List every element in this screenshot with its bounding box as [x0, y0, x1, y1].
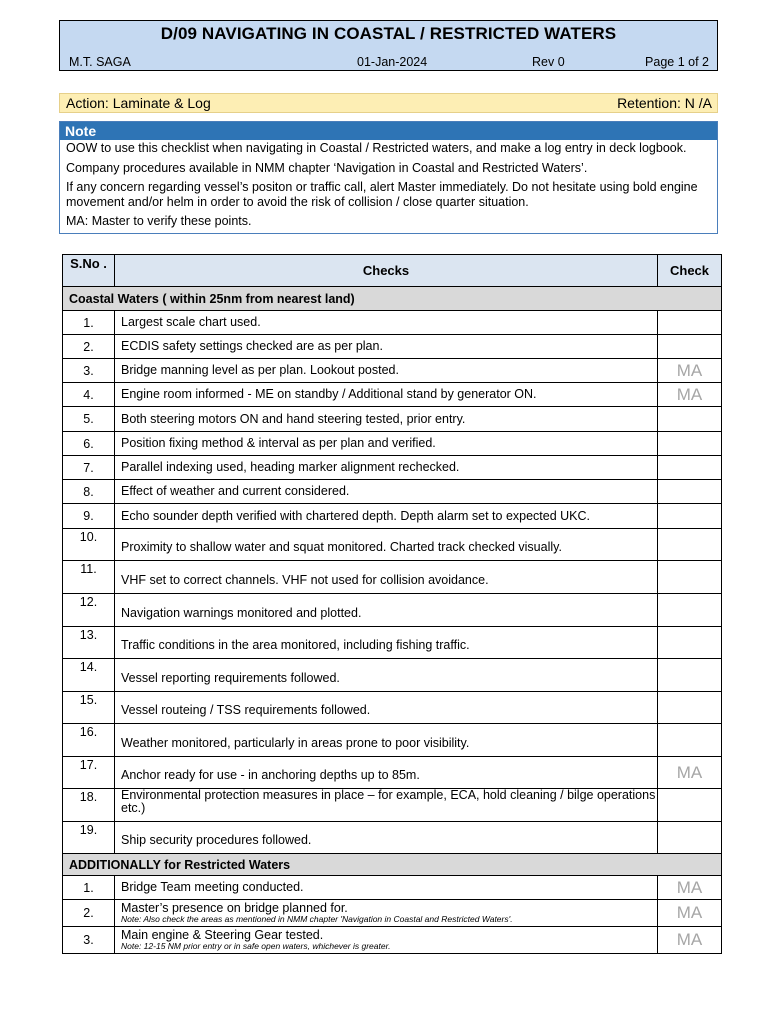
row-number: 8. [63, 480, 115, 504]
master-verify-mark: MA [676, 903, 703, 922]
row-description-cell [115, 789, 658, 822]
check-box[interactable] [658, 822, 722, 854]
row-description: Vessel routeing / TSS requirements followed. [121, 703, 371, 717]
checklist-row [63, 900, 722, 927]
row-description-cell [115, 432, 658, 456]
row-number: 19. [63, 822, 115, 854]
row-number: 2. [63, 335, 115, 359]
check-box[interactable] [658, 561, 722, 594]
row-description: Main engine & Steering Gear tested. [121, 928, 324, 942]
row-number: 1. [63, 311, 115, 335]
checklist-row [63, 822, 722, 854]
action-bar [59, 93, 718, 113]
row-description: Vessel reporting requirements followed. [121, 671, 340, 685]
checklist-row [63, 876, 722, 900]
row-number: 6. [63, 432, 115, 456]
revision-label: Rev 0 [532, 55, 565, 69]
checklist-row [63, 480, 722, 504]
row-number: 4. [63, 383, 115, 407]
check-box[interactable] [658, 383, 722, 407]
row-description: Engine room informed - ME on standby / Additional stand by generator ON. [121, 387, 537, 401]
page-number: Page 1 of 2 [645, 55, 709, 69]
checklist-row [63, 504, 722, 529]
checklist-row [63, 594, 722, 627]
vessel-name: M.T. SAGA [69, 55, 131, 69]
note-line: If any concern regarding vessel’s positon or traffic call, alert Master immediately. Do not hesitate using bold engine movement and/or helm in order to avoid the risk of collision / close quarter situation. [66, 180, 698, 209]
row-number: 15. [63, 692, 115, 724]
checklist-row [63, 724, 722, 757]
row-description: Bridge manning level as per plan. Lookout posted. [121, 363, 399, 377]
check-box[interactable] [658, 407, 722, 432]
check-box[interactable] [658, 359, 722, 383]
row-number: 16. [63, 724, 115, 757]
checklist-row [63, 927, 722, 954]
row-description-cell [115, 659, 658, 692]
checklist-row [63, 692, 722, 724]
row-description-cell [115, 311, 658, 335]
row-description: Ship security procedures followed. [121, 833, 312, 847]
check-box[interactable] [658, 757, 722, 789]
checklist-row [63, 627, 722, 659]
row-description: Anchor ready for use - in anchoring depths up to 85m. [121, 768, 420, 782]
row-number: 12. [63, 594, 115, 627]
note-box [59, 121, 718, 234]
note-heading: Note [60, 122, 717, 140]
row-description-cell [115, 480, 658, 504]
checklist-row [63, 383, 722, 407]
check-box[interactable] [658, 432, 722, 456]
check-box[interactable] [658, 900, 722, 927]
row-description-cell [115, 757, 658, 789]
row-description-cell [115, 876, 658, 900]
check-box[interactable] [658, 335, 722, 359]
checklist-row [63, 561, 722, 594]
row-description-cell [115, 359, 658, 383]
row-number: 14. [63, 659, 115, 692]
column-header-sno: S.No . [63, 255, 115, 287]
row-description-cell [115, 561, 658, 594]
row-description: Effect of weather and current considered. [121, 484, 350, 498]
checklist-row [63, 335, 722, 359]
row-description: Largest scale chart used. [121, 315, 261, 329]
section-title-coastal: Coastal Waters ( within 25nm from nearest land) [63, 287, 722, 311]
column-header-checks: Checks [115, 255, 658, 287]
check-box[interactable] [658, 456, 722, 480]
note-line: Company procedures available in NMM chapter ‘Navigation in Coastal and Restricted Waters’. [66, 160, 588, 175]
row-number: 10. [63, 529, 115, 561]
checklist-row [63, 359, 722, 383]
row-description: Echo sounder depth verified with chartered depth. Depth alarm set to expected UKC. [121, 508, 591, 523]
row-description: Navigation warnings monitored and plotted. [121, 606, 362, 620]
row-number: 5. [63, 407, 115, 432]
check-box[interactable] [658, 529, 722, 561]
row-description: Both steering motors ON and hand steering tested, prior entry. [121, 411, 466, 426]
row-number: 2. [63, 900, 115, 927]
row-number: 9. [63, 504, 115, 529]
checklist-row [63, 432, 722, 456]
row-description: Bridge Team meeting conducted. [121, 880, 304, 894]
row-description-cell [115, 456, 658, 480]
row-description-cell [115, 335, 658, 359]
row-description-cell [115, 724, 658, 757]
section-title-restricted: ADDITIONALLY for Restricted Waters [63, 854, 722, 876]
row-description: Master’s presence on bridge planned for. [121, 901, 348, 915]
check-box[interactable] [658, 659, 722, 692]
checklist-table [62, 254, 722, 954]
document-header [59, 20, 718, 71]
check-box[interactable] [658, 594, 722, 627]
check-box[interactable] [658, 692, 722, 724]
row-number: 7. [63, 456, 115, 480]
row-note: Note: 12-15 NM prior entry or in safe open waters, whichever is greater. [121, 941, 391, 951]
row-description-cell [115, 594, 658, 627]
row-description: Proximity to shallow water and squat monitored. Charted track checked visually. [121, 540, 562, 554]
check-box[interactable] [658, 789, 722, 822]
row-description: ECDIS safety settings checked are as per plan. [121, 339, 383, 353]
check-box[interactable] [658, 876, 722, 900]
note-line: MA: Master to verify these points. [66, 214, 252, 228]
check-box[interactable] [658, 927, 722, 954]
row-description-cell [115, 822, 658, 854]
checklist-row [63, 757, 722, 789]
check-box[interactable] [658, 504, 722, 529]
row-description: Environmental protection measures in place – for example, ECA, hold cleaning / bilge operations etc.) [121, 788, 656, 815]
row-number: 11. [63, 561, 115, 594]
row-description: Traffic conditions in the area monitored, including fishing traffic. [121, 638, 470, 652]
document-date: 01-Jan-2024 [357, 55, 428, 69]
row-number: 3. [63, 927, 115, 954]
note-line: OOW to use this checklist when navigating in Coastal / Restricted waters, and make a log entry in deck logbook. [66, 141, 687, 155]
row-description: Parallel indexing used, heading marker alignment rechecked. [121, 460, 460, 474]
document-title: D/09 NAVIGATING IN COASTAL / RESTRICTED WATERS [160, 24, 617, 43]
row-description-cell [115, 627, 658, 659]
check-box[interactable] [658, 311, 722, 335]
row-description-cell [115, 383, 658, 407]
row-number: 1. [63, 876, 115, 900]
checklist-row [63, 456, 722, 480]
row-description-cell [115, 927, 658, 954]
row-number: 13. [63, 627, 115, 659]
master-verify-mark: MA [676, 877, 703, 897]
checklist-row [63, 529, 722, 561]
row-description: Weather monitored, particularly in areas prone to poor visibility. [121, 736, 470, 750]
action-text: Action: Laminate & Log [66, 95, 211, 111]
check-box[interactable] [658, 627, 722, 659]
row-description: Position fixing method & interval as per plan and verified. [121, 436, 436, 450]
check-box[interactable] [658, 724, 722, 757]
row-description-cell [115, 692, 658, 724]
retention-text: Retention: N /A [617, 95, 712, 111]
row-description-cell [115, 900, 658, 927]
master-verify-mark: MA [676, 930, 703, 949]
row-description-cell [115, 529, 658, 561]
column-header-check: Check [658, 255, 722, 287]
master-verify-mark: MA [676, 384, 703, 404]
checklist-row [63, 311, 722, 335]
row-number: 3. [63, 359, 115, 383]
master-verify-mark: MA [676, 360, 703, 380]
checklist-row [63, 789, 722, 822]
row-description-cell [115, 407, 658, 432]
row-number: 18. [63, 789, 115, 822]
checklist-row [63, 659, 722, 692]
check-box[interactable] [658, 480, 722, 504]
row-description-cell [115, 504, 658, 529]
master-verify-mark: MA [676, 762, 703, 782]
row-description: VHF set to correct channels. VHF not used for collision avoidance. [121, 573, 489, 587]
checklist-row [63, 407, 722, 432]
row-note: Note: Also check the areas as mentioned in NMM chapter 'Navigation in Coastal and Restricted Waters'. [121, 914, 513, 924]
row-number: 17. [63, 757, 115, 789]
